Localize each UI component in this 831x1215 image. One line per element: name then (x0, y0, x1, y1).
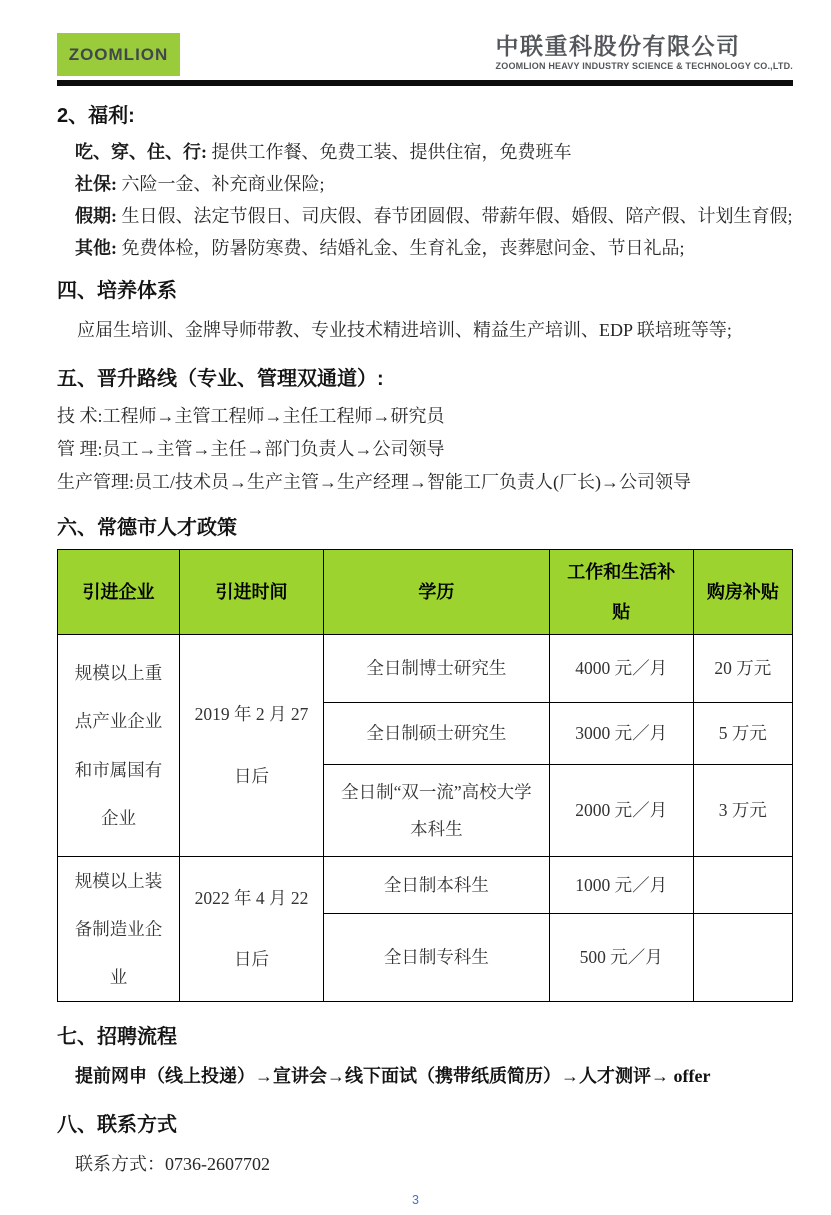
cell-time-group1 (180, 635, 324, 857)
cell-housing-subsidy (693, 914, 792, 1002)
welfare-item-text: 提供工作餐、免费工装、提供住宿，免费班车 (207, 142, 572, 162)
section-title-process: 七、招聘流程 (57, 1026, 177, 1049)
company-name-cn: 中联重科股份有限公司 (495, 33, 741, 59)
welfare-item-other (57, 232, 793, 264)
col-header-living-subsidy: 工作和生活补贴 (549, 550, 693, 635)
cell-company-group1: 规模以上重点产业企业和市属国有企业 (58, 635, 180, 857)
welfare-list (57, 136, 793, 264)
zoomlion-logo-text: ZOOMLION (68, 44, 169, 64)
time-line: 2022 年 4 月 22 (194, 887, 309, 908)
table-row (58, 857, 793, 914)
zoomlion-logo (57, 33, 180, 76)
time-line: 日后 (234, 949, 270, 970)
promotion-paths (57, 400, 793, 499)
page-number: 3 (412, 1193, 419, 1207)
cell-time-group2 (180, 857, 324, 1002)
table-header-row (58, 550, 793, 635)
welfare-item-holiday (57, 200, 793, 232)
cell-housing-subsidy (693, 857, 792, 914)
cell-housing-subsidy: 3 万元 (693, 765, 792, 857)
cell-company-group2: 规模以上装备制造业企业 (58, 857, 180, 1002)
contact-phone: 联系方式：0736-2607702 (75, 1154, 270, 1175)
company-logo-block (496, 33, 793, 71)
promotion-path-tech: 技 术:工程师→主管工程师→主任工程师→研究员 (57, 406, 445, 426)
welfare-item-insurance (57, 168, 793, 200)
cell-living-subsidy: 2000 元／月 (549, 765, 693, 857)
promotion-path-production: 生产管理:员工/技术员→生产主管→生产经理→智能工厂负责人(厂长)→公司领导 (57, 472, 691, 492)
company-name-en: ZOOMLION HEAVY INDUSTRY SCIENCE & TECHNOLOGY CO.,LTD. (495, 61, 793, 72)
cell-living-subsidy: 3000 元／月 (549, 703, 693, 765)
section-title-training: 四、培养体系 (57, 280, 177, 302)
col-header-time: 引进时间 (180, 550, 324, 635)
section-title-contact: 八、联系方式 (57, 1114, 177, 1137)
cell-degree: 全日制博士研究生 (324, 635, 550, 703)
table-row (58, 635, 793, 703)
training-body: 应届生培训、金牌导师带教、专业技术精进培训、精益生产培训、EDP 联培班等等; (77, 320, 732, 340)
cell-living-subsidy: 1000 元／月 (549, 857, 693, 914)
section-title-policy: 六、常德市人才政策 (57, 517, 237, 539)
talent-policy-table (57, 549, 793, 1002)
cell-living-subsidy: 4000 元／月 (549, 635, 693, 703)
time-line: 2019 年 2 月 27 (194, 704, 309, 724)
col-header-company: 引进企业 (58, 550, 180, 635)
welfare-item-text: 免费体检，防暑防寒费、结婚礼金、生育礼金，丧葬慰问金、节日礼品; (117, 238, 685, 258)
cell-degree: 全日制“双一流”高校大学本科生 (324, 765, 550, 857)
section-title-promotion: 五、晋升路线（专业、管理双通道）: (57, 368, 384, 390)
time-line: 日后 (234, 765, 270, 786)
cell-housing-subsidy: 20 万元 (693, 635, 792, 703)
cell-living-subsidy: 500 元／月 (549, 914, 693, 1002)
header-divider (57, 80, 793, 86)
col-header-housing-subsidy: 购房补贴 (693, 550, 792, 635)
welfare-item-label: 假期: (75, 206, 117, 226)
promotion-path-mgmt: 管 理:员工→主管→主任→部门负责人→公司领导 (57, 439, 445, 459)
welfare-item-text: 六险一金、补充商业保险; (117, 174, 325, 194)
cell-degree: 全日制硕士研究生 (324, 703, 550, 765)
welfare-item-label: 社保: (75, 174, 117, 194)
process-flow-text: 提前网申（线上投递）→宣讲会→线下面试（携带纸质简历）→人才测评→ offer (75, 1066, 711, 1087)
welfare-item-text: 生日假、法定节假日、司庆假、春节团圆假、带薪年假、婚假、陪产假、计划生育假; (117, 206, 793, 226)
col-header-degree: 学历 (324, 550, 550, 635)
cell-degree: 全日制本科生 (324, 857, 550, 914)
cell-housing-subsidy: 5 万元 (693, 703, 792, 765)
welfare-item-label: 其他: (75, 238, 117, 258)
page-header (57, 33, 793, 78)
section-title-welfare: 2、福利: (57, 105, 135, 127)
welfare-item-food (57, 136, 793, 168)
welfare-item-label: 吃、穿、住、行: (75, 142, 207, 162)
cell-degree: 全日制专科生 (324, 914, 550, 1002)
